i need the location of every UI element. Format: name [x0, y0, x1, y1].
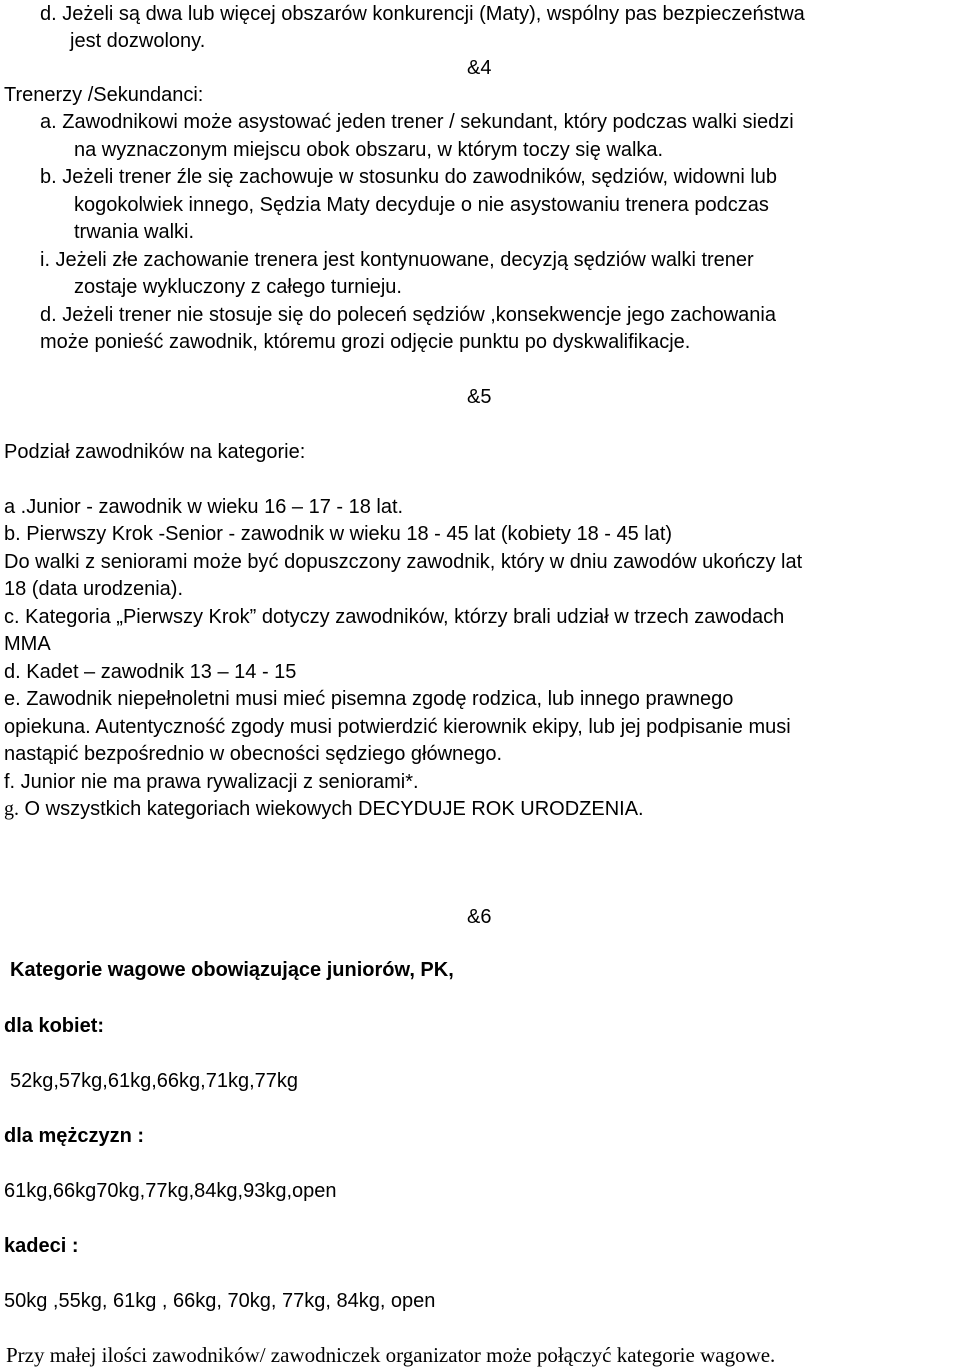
section4-item-b-line1: b. Jeżeli trener źle się zachowuje w stosunku do zawodników, sędziów, widowni lub: [40, 166, 778, 188]
section5-item-a: a .Junior - zawodnik w wieku 16 – 17 - 18 lat.: [4, 496, 404, 518]
section3-item-d-line2: jest dozwolony.: [70, 30, 206, 52]
section4-item-i-line2: zostaje wykluczony z całego turnieju.: [74, 276, 402, 298]
section6-heading: Kategorie wagowe obowiązujące juniorów, PK,: [10, 959, 454, 981]
footer-note: Przy małej ilości zawodników/ zawodniczek organizator może połączyć kategorie wagowe.: [6, 1343, 776, 1367]
section4-item-a-line2: na wyznaczonym miejscu obok obszaru, w którym toczy się walka.: [74, 139, 664, 161]
women-label: dla kobiet:: [4, 1015, 105, 1037]
section5-item-e-line2: opiekuna. Autentyczność zgody musi potwierdzić kierownik ekipy, lub jej podpisanie musi: [4, 716, 791, 738]
section5-item-d: d. Kadet – zawodnik 13 – 14 - 15: [4, 661, 297, 683]
section5-heading: Podział zawodników na kategorie:: [4, 441, 306, 463]
section4-item-b-line2: kogokolwiek innego, Sędzia Maty decyduje o nie asystowaniu trenera podczas: [74, 194, 769, 216]
section3-item-d-line1: d. Jeżeli są dwa lub więcej obszarów konkurencji (Maty), wspólny pas bezpieczeństwa: [40, 3, 805, 25]
section4-item-a-line1: a. Zawodnikowi może asystować jeden trener / sekundant, który podczas walki siedzi: [40, 111, 794, 133]
men-weights: 61kg,66kg70kg,77kg,84kg,93kg,open: [4, 1180, 337, 1202]
women-weights: 52kg,57kg,61kg,66kg,71kg,77kg: [10, 1070, 298, 1092]
section5-marker: &5: [467, 386, 492, 408]
section5-item-c-line2: MMA: [4, 633, 51, 655]
section6-marker: &6: [467, 906, 492, 928]
section5-item-e-line1: e. Zawodnik niepełnoletni musi mieć pisemna zgodę rodzica, lub innego prawnego: [4, 688, 734, 710]
cadets-weights: 50kg ,55kg, 61kg , 66kg, 70kg, 77kg, 84kg, open: [4, 1290, 436, 1312]
section5-item-e-line3: nastąpić bezpośrednio w obecności sędziego głównego.: [4, 743, 503, 765]
men-label: dla mężczyzn :: [4, 1125, 145, 1147]
section5-item-g: [4, 796, 644, 823]
section4-heading: Trenerzy /Sekundanci:: [4, 84, 204, 106]
section4-item-d-line1: d. Jeżeli trener nie stosuje się do poleceń sędziów ,konsekwencje jego zachowania: [40, 304, 776, 326]
section4-marker: &4: [467, 57, 492, 79]
section4-item-b-line3: trwania walki.: [74, 221, 195, 243]
section5-item-b: b. Pierwszy Krok -Senior - zawodnik w wieku 18 - 45 lat (kobiety 18 - 45 lat): [4, 523, 673, 545]
section5-note-line1: Do walki z seniorami może być dopuszczony zawodnik, który w dniu zawodów ukończy lat: [4, 551, 803, 573]
section4-item-d-line2: może ponieść zawodnik, któremu grozi odjęcie punktu po dyskwalifikacje.: [40, 331, 691, 353]
section5-item-g-text: O wszystkich kategoriach wiekowych DECYDUJE ROK URODZENIA.: [19, 798, 644, 820]
section5-item-g-letter: g.: [4, 798, 19, 820]
section5-note-line2: 18 (data urodzenia).: [4, 578, 184, 600]
cadets-label: kadeci :: [4, 1235, 79, 1257]
section5-item-f: f. Junior nie ma prawa rywalizacji z seniorami*.: [4, 771, 419, 793]
section5-item-c-line1: c. Kategoria „Pierwszy Krok” dotyczy zawodników, którzy brali udział w trzech zawodach: [4, 606, 785, 628]
section4-item-i-line1: i. Jeżeli złe zachowanie trenera jest kontynuowane, decyzją sędziów walki trener: [40, 249, 754, 271]
